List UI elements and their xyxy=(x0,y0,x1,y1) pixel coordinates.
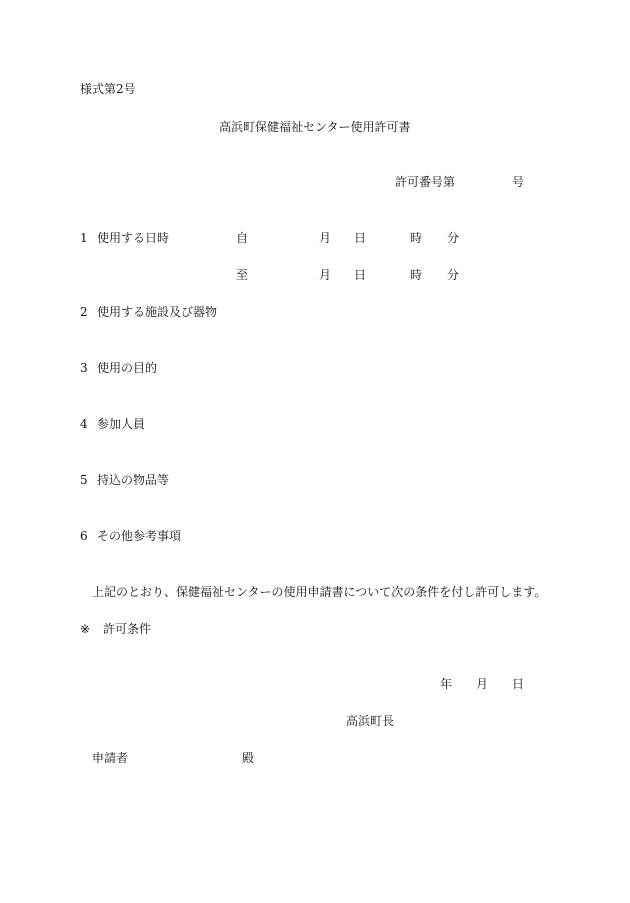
date-to-day: 日 xyxy=(354,268,367,282)
applicant-honorific: 殿 xyxy=(242,751,255,765)
date-to-minute: 分 xyxy=(447,268,460,282)
applicant-label: 申請者 xyxy=(92,751,129,765)
permit-number-prefix: 許可番号第 xyxy=(395,175,456,189)
date-month: 月 xyxy=(476,677,489,691)
item-3-number: 3 xyxy=(80,361,88,375)
issuer-name: 高浜町長 xyxy=(346,714,395,728)
item-6-label: その他参考事項 xyxy=(97,529,182,543)
date-from-minute: 分 xyxy=(447,231,460,245)
conditions-label: 許可条件 xyxy=(103,622,152,636)
date-to-month: 月 xyxy=(319,268,332,282)
document-title: 高浜町保健福祉センター使用許可書 xyxy=(219,120,411,134)
item-5-number: 5 xyxy=(80,473,88,487)
permit-statement: 上記のとおり、保健福祉センターの使用申請書について次の条件を付し許可します。 xyxy=(92,585,547,599)
item-5-label: 持込の物品等 xyxy=(97,473,170,487)
date-from-day: 日 xyxy=(354,231,367,245)
item-2-number: 2 xyxy=(80,305,88,319)
date-from-hour: 時 xyxy=(410,231,423,245)
date-year: 年 xyxy=(440,677,453,691)
item-4-label: 参加人員 xyxy=(97,417,146,431)
form-number: 様式第2号 xyxy=(80,82,136,96)
date-from-month: 月 xyxy=(319,231,332,245)
date-day: 日 xyxy=(512,677,525,691)
item-1-number: 1 xyxy=(80,231,88,245)
item-3-label: 使用の目的 xyxy=(97,361,158,375)
date-to-hour: 時 xyxy=(410,268,423,282)
item-6-number: 6 xyxy=(80,529,88,543)
date-to-mark: 至 xyxy=(236,268,249,282)
permit-number-suffix: 号 xyxy=(512,175,525,189)
date-from-mark: 自 xyxy=(236,231,249,245)
conditions-mark: ※ xyxy=(80,622,91,636)
item-4-number: 4 xyxy=(80,417,88,431)
item-2-label: 使用する施設及び器物 xyxy=(97,305,218,319)
item-1-label: 使用する日時 xyxy=(97,231,170,245)
